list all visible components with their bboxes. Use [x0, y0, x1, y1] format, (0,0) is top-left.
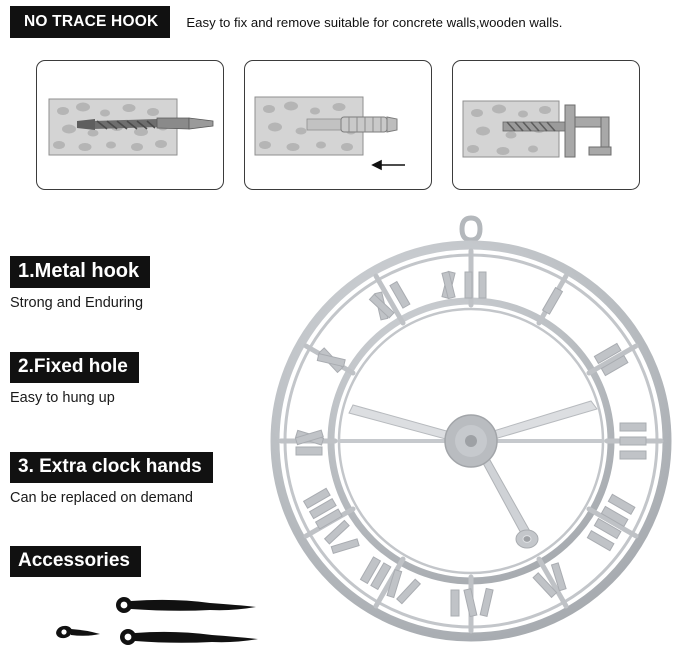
instruction-panel-drill — [36, 60, 224, 190]
insert-anchor-illustration — [245, 61, 431, 189]
feature-3-subtitle: Can be replaced on demand — [10, 490, 193, 506]
header — [0, 0, 679, 44]
roman-numeral-wall-clock — [268, 206, 674, 652]
feature-accessories — [10, 546, 141, 577]
feature-1-title: 1.Metal hook — [10, 256, 150, 288]
clock-hands-illustration — [24, 592, 304, 654]
feature-3-title: 3. Extra clock hands — [10, 452, 213, 483]
header-description: Easy to fix and remove suitable for concrete walls,wooden walls. — [186, 14, 563, 30]
feature-extra-clock-hands — [10, 452, 213, 506]
feature-4-title: Accessories — [10, 546, 141, 577]
hanging-loop-icon — [462, 218, 480, 240]
header-badge: NO TRACE HOOK — [10, 6, 170, 38]
feature-2-title: 2.Fixed hole — [10, 352, 139, 383]
drill-hole-illustration — [37, 61, 223, 189]
feature-1-subtitle: Strong and Enduring — [10, 295, 144, 311]
feature-metal-hook — [10, 256, 150, 311]
hour-hand-icon — [120, 629, 258, 645]
instruction-panels — [36, 60, 640, 190]
instruction-panel-anchor — [244, 60, 432, 190]
clock-product-image — [268, 206, 674, 652]
feature-2-subtitle: Easy to hung up — [10, 390, 115, 406]
accessory-clock-hands — [24, 592, 304, 650]
feature-fixed-hole — [10, 352, 139, 406]
second-hand-icon — [55, 624, 100, 640]
instruction-panel-hook — [452, 60, 640, 190]
screw-hook-illustration — [453, 61, 639, 189]
minute-hand-icon — [116, 597, 256, 613]
